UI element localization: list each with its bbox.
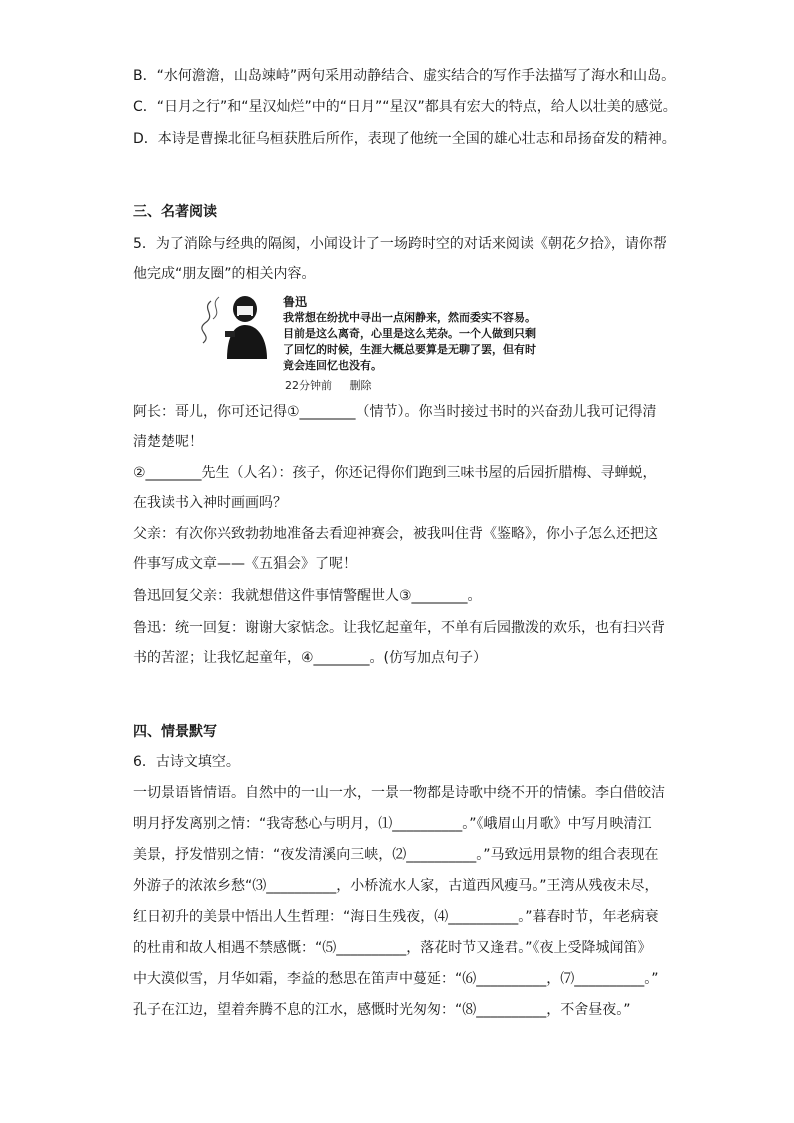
question-5-line-1: 5．为了消除与经典的隔阂，小闻设计了一场跨时空的对话来阅读《朝花夕拾》，请你帮 — [133, 236, 667, 252]
dialog-achang-line-1: 阿长：哥儿，你可还记得①________（情节）。你当时接过书时的兴奋劲儿我可记得清 — [133, 404, 657, 420]
dialog-teacher-line-1: ②________先生（人名）：孩子，你还记得你们跑到三味书屋的后园折腊梅、寻蝉蜕， — [133, 465, 657, 481]
luxun-portrait-image — [197, 291, 273, 359]
question-6-line-7: 中大漠似雪，月华如霜，李益的愁思在笛声中蔓延：“⑹__________，⑺__________。” — [133, 971, 659, 987]
question-6-heading: 6．古诗文填空。 — [133, 754, 240, 770]
option-d: D．本诗是曹操北征乌桓获胜后所作，表现了他统一全国的雄心壮志和昂扬奋发的精神。 — [133, 131, 676, 147]
question-6-line-1: 一切景语皆情语。自然中的一山一水，一景一物都是诗歌中绕不开的情愫。李白借皎洁 — [133, 785, 665, 801]
post-delete-link: 删除 — [349, 379, 372, 392]
dialog-luxun-reply-line-1: 鲁迅：统一回复：谢谢大家惦念。让我忆起童年，不单有后园撒泼的欢乐，也有扫兴背 — [133, 620, 665, 636]
dialog-luxun-reply-line-2: 书的苦涩；让我忆起童年，④________。(仿写加点句子） — [133, 650, 488, 666]
post-time: 22分钟前 — [285, 379, 332, 392]
option-b: B．“水何澹澹，山岛竦峙”两句采用动静结合、虚实结合的写作手法描写了海水和山岛。 — [133, 68, 676, 84]
dialog-father-line-1: 父亲：有次你兴致勃勃地准备去看迎神赛会，被我叫住背《鉴略》，你小子怎么还把这 — [133, 526, 658, 542]
question-6-line-6: 的杜甫和故人相遇不禁感慨：“⑸__________，落花时节又逢君。”《夜上受降城闻笛》 — [133, 940, 652, 956]
section-title-classics: 三、名著阅读 — [133, 204, 217, 220]
post-meta — [285, 377, 386, 393]
question-6-line-3: 美景，抒发惜别之情：“夜发清溪向三峡，⑵__________。”马致远用景物的组合表现在 — [133, 847, 659, 863]
post-text-line-3: 了回忆的时候，生涯大概总要算是无聊了罢，但有时 — [283, 343, 536, 356]
post-text-line-1: 我常想在纷扰中寻出一点闲静来，然而委实不容易。 — [283, 311, 536, 324]
question-5-line-2: 他完成“朋友圈”的相关内容。 — [133, 266, 316, 282]
dialog-father-line-2: 件事写成文章——《五猖会》了呢！ — [133, 556, 357, 572]
post-author: 鲁迅 — [283, 295, 308, 309]
dialog-luxun-reply-father: 鲁迅回复父亲：我就想借这件事情警醒世人③________。 — [133, 588, 482, 604]
section-title-dictation: 四、情景默写 — [133, 724, 217, 740]
moments-post — [197, 291, 617, 391]
post-text-line-2: 目前是这么离奇，心里是这么芜杂。一个人做到只剩 — [283, 327, 536, 340]
question-6-line-5: 红日初升的美景中悟出人生哲理：“海日生残夜，⑷__________。”暮春时节，年老病衰 — [133, 909, 659, 925]
question-6-line-8: 孔子在江边，望着奔腾不息的江水，感慨时光匆匆：“⑻__________，不舍昼夜。” — [133, 1002, 631, 1018]
dialog-teacher-line-2: 在我读书入神时画画吗？ — [133, 495, 287, 511]
question-6-line-4: 外游子的浓浓乡愁“⑶__________，小桥流水人家，古道西风瘦马。”王湾从残夜未尽， — [133, 878, 659, 894]
option-c: C．“日月之行”和“星汉灿烂”中的“日月”“星汉”都具有宏大的特点，给人以壮美的感觉。 — [133, 99, 677, 115]
post-text-line-4: 竟会连回忆也没有。 — [283, 359, 382, 372]
dialog-achang-line-2: 清楚楚呢！ — [133, 434, 203, 450]
question-6-line-2: 明月抒发离别之情：“我寄愁心与明月，⑴__________。”《峨眉山月歌》中写月映清江 — [133, 816, 652, 832]
